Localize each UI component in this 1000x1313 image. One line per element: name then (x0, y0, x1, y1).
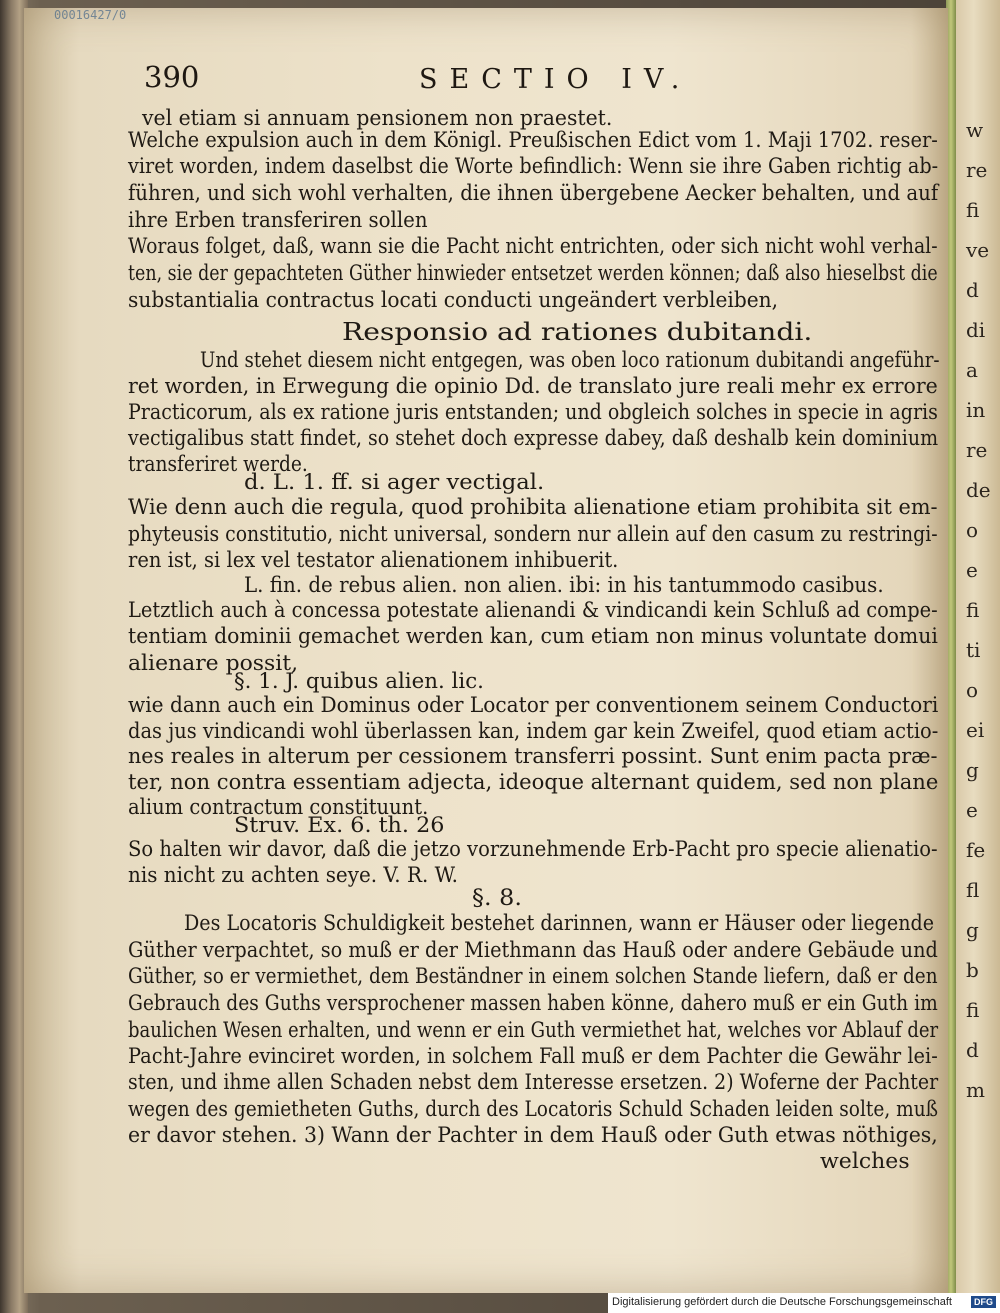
text-line: d. L. 1. ff. si ager vectigal. (244, 470, 545, 494)
text-line: wegen des gemietheten Guths, durch des Locatoris Schuld Schaden leiden solte, muß (128, 1097, 939, 1121)
text-line: Wie denn auch die regula, quod prohibita alienatione etiam prohibita sit em- (128, 495, 938, 519)
text-line: welches (820, 1149, 910, 1173)
text-line: Struv. Ex. 6. th. 26 (234, 813, 445, 837)
next-page-fragment: fl (966, 878, 980, 902)
next-page-fragment: w (966, 118, 984, 142)
page-number: 390 (144, 60, 200, 94)
footer-bar (608, 1293, 1000, 1313)
text-line: das jus vindicandi wohl überlassen kan, indem gar kein Zweifel, quod etiam actio- (128, 719, 939, 743)
text-line: Und stehet diesem nicht entgegen, was oben loco rationum dubitandi angeführ- (200, 348, 940, 372)
section-heading: Responsio ad rationes dubitandi. (342, 318, 813, 346)
next-page-fragment: fi (966, 598, 980, 622)
text-line: führen, und sich wohl verhalten, die ihnen übergebene Aecker behalten, und auf (128, 181, 939, 205)
text-line: wie dann auch ein Dominus oder Locator per conventionem seinem Conductori (128, 693, 939, 717)
next-page-fragment: d (966, 1038, 979, 1062)
text-line: baulichen Wesen erhalten, und wenn er ein Guth vermiethet hat, welches vor Ablauf der (128, 1018, 939, 1042)
text-line: ihre Erben transferiren sollen (128, 208, 428, 232)
text-line: ren ist, si lex vel testator alienationem inhibuerit. (128, 548, 619, 572)
text-line: phyteusis constitutio, nicht universal, sondern nur allein auf den casum zu restringi- (128, 522, 938, 546)
text-line: vel etiam si annuam pensionem non praestet. (142, 106, 613, 130)
next-page-fragment: b (966, 958, 979, 982)
next-page-fragment: m (966, 1078, 985, 1102)
text-line: §. 1. J. quibus alien. lic. (234, 669, 484, 693)
paragraph-number: §. 8. (472, 886, 522, 911)
running-head: SECTIO IV. (419, 64, 692, 95)
text-line: ter, non contra essentiam adjecta, ideoque alternant quidem, sed non plane (128, 770, 939, 794)
text-line: Pacht-Jahre evinciret worden, in solchem Fall muß er dem Pachter die Gewähr lei- (128, 1044, 938, 1068)
next-page-fragment: fe (966, 838, 986, 862)
next-page-fragment: re (966, 438, 988, 462)
next-page-fragment: di (966, 318, 986, 342)
text-line: ret worden, in Erwegung die opinio Dd. de translato jure reali mehr ex errore (128, 374, 938, 398)
next-page-fragment: g (966, 918, 979, 942)
text-line: Welche expulsion auch in dem Königl. Preußischen Edict vom 1. Maji 1702. reser- (128, 128, 938, 152)
signature-mark: 00016427/0 (54, 8, 127, 22)
next-page-fragment: e (966, 558, 978, 582)
text-line: transferiret werde. (128, 452, 308, 476)
text-line: Letztlich auch à concessa potestate alienandi & vindicandi kein Schluß ad compe- (128, 598, 938, 622)
next-page-fragment: e (966, 798, 978, 822)
text-line: alienare possit, (128, 651, 299, 675)
book-page (24, 8, 948, 1293)
text-line: nis nicht zu achten seye. V. R. W. (128, 863, 458, 887)
dfg-logo: DFG (971, 1296, 996, 1308)
text-line: sten, und ihme allen Schaden nebst dem Interesse ersetzen. 2) Woferne der Pachter (128, 1070, 939, 1094)
next-page-fragment: fi (966, 998, 980, 1022)
next-page-fragment: ei (966, 718, 985, 742)
next-page-fragment: o (966, 518, 979, 542)
next-page-fragment: re (966, 158, 988, 182)
next-page-fragment: d (966, 278, 979, 302)
next-page-fragment: ti (966, 638, 981, 662)
text-line: nes reales in alterum per cessionem transferri possint. Sunt enim pacta præ- (128, 744, 938, 768)
text-line: ten, sie der gepachteten Güther hinwieder entsetzet werden können; daß also hieselbst die (128, 261, 938, 285)
text-line: Güther verpachtet, so muß er der Miethmann das Hauß oder andere Gebäude und (128, 938, 938, 962)
next-page-fragment: fi (966, 198, 980, 222)
text-line: Güther, so er vermiethet, dem Beständner in einem solchen Stande liefern, daß er den (128, 964, 938, 988)
footer-text: Digitalisierung gefördert durch die Deutsche Forschungsgemeinschaft (612, 1296, 952, 1308)
text-line: Woraus folget, daß, wann sie die Pacht nicht entrichten, oder sich nicht wohl verhal- (128, 234, 938, 258)
text-line: L. fin. de rebus alien. non alien. ibi: in his tantummodo casibus. (244, 573, 884, 597)
text-line: So halten wir davor, daß die jetzo vorzunehmende Erb-Pacht pro specie alienatio- (128, 837, 938, 861)
next-page-fragment: ve (966, 238, 990, 262)
text-line: viret worden, indem daselbst die Worte befindlich: Wenn sie ihre Gaben richtig ab- (128, 154, 939, 178)
text-line: Practicorum, als ex ratione juris entstanden; und obgleich solches in specie in agris (128, 400, 938, 424)
text-line: substantialia contractus locati conducti ungeändert verbleiben, (128, 288, 779, 312)
next-page-margin (956, 0, 1000, 1293)
text-line: Des Locatoris Schuldigkeit bestehet darinnen, wann er Häuser oder liegende (184, 911, 935, 935)
text-line: alium contractum constituunt. (128, 795, 429, 819)
text-line: tentiam dominii gemachet werden kan, cum etiam non minus voluntate domui (128, 624, 938, 648)
next-page-fragment: in (966, 398, 986, 422)
next-page-fragment: a (966, 358, 978, 382)
next-page-fragment: o (966, 678, 979, 702)
text-line: Gebrauch des Guths versprochener massen haben könne, dahero muß er ein Guth im (128, 991, 938, 1015)
text-line: er davor stehen. 3) Wann der Pachter in dem Hauß oder Guth etwas nöthiges, (128, 1123, 938, 1147)
next-page-fragment: g (966, 758, 979, 782)
text-line: vectigalibus statt findet, so stehet doch expresse dabey, daß deshalb kein dominium (128, 426, 939, 450)
next-page-fragment: de (966, 478, 991, 502)
